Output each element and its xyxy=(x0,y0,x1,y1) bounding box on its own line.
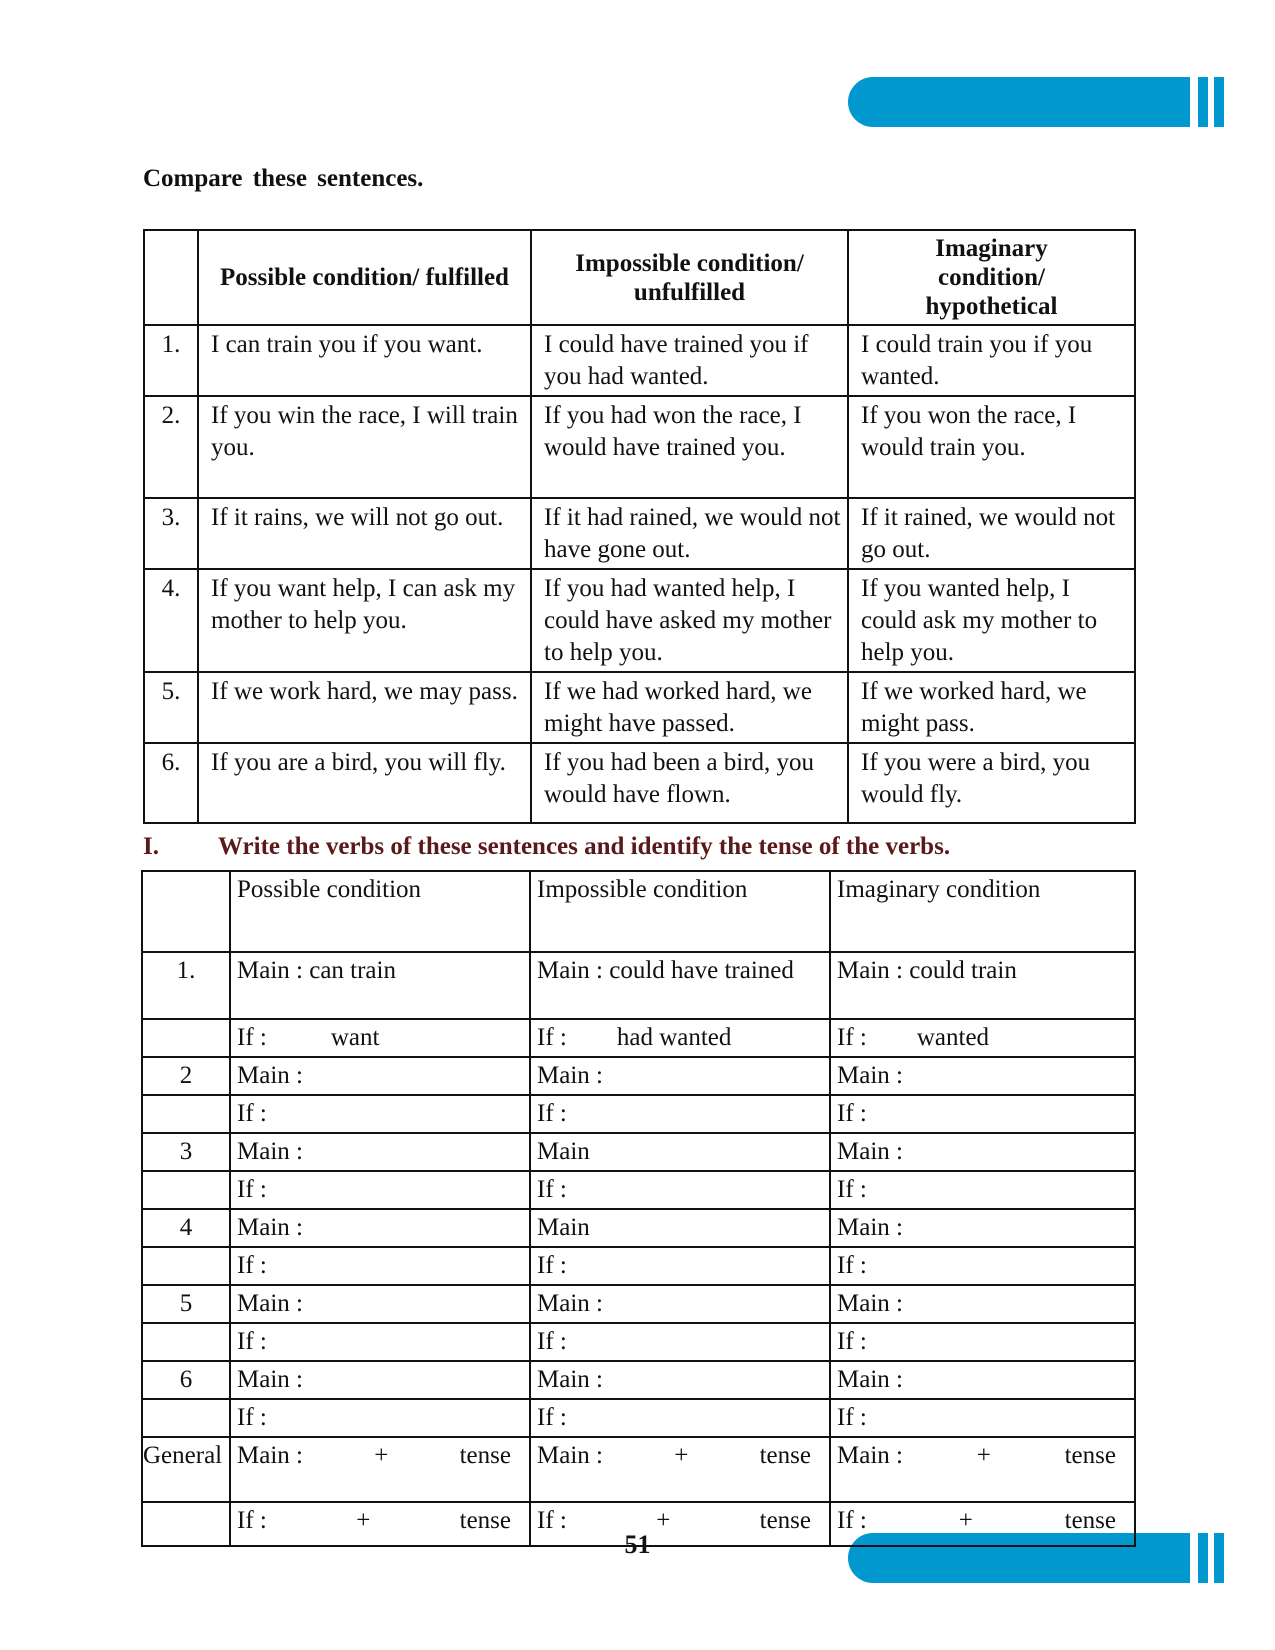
cell-imaginary: If we worked hard, we might pass. xyxy=(848,672,1135,743)
exercise-heading xyxy=(143,833,950,861)
tense-label: tense xyxy=(759,1442,811,1469)
if-verb: want xyxy=(330,1024,380,1051)
if-answer-impossible: If : xyxy=(530,1323,830,1361)
exercise-number: I. xyxy=(143,833,159,860)
table-row xyxy=(142,1247,1135,1285)
page-number: 51 xyxy=(624,1530,651,1559)
table-row xyxy=(142,1057,1135,1095)
if-answer-imaginary: If : xyxy=(830,1095,1135,1133)
table-row xyxy=(142,1133,1135,1171)
header-number xyxy=(144,230,198,325)
plus-sign: + xyxy=(656,1507,671,1534)
if-answer-possible: If : xyxy=(230,1171,530,1209)
row-number xyxy=(142,1019,230,1057)
plus-sign: + xyxy=(356,1507,371,1534)
table-row xyxy=(142,1209,1135,1247)
row-number: 5. xyxy=(144,672,198,743)
main-answer-imaginary: Main : xyxy=(830,1057,1135,1095)
if-verb-impossible xyxy=(530,1019,830,1057)
main-answer-impossible: Main : xyxy=(530,1361,830,1399)
row-number xyxy=(142,1095,230,1133)
row-number xyxy=(142,1247,230,1285)
if-verb-imaginary xyxy=(830,1019,1135,1057)
if-label: If : xyxy=(837,1024,867,1051)
main-answer-possible: Main : xyxy=(230,1285,530,1323)
table-row xyxy=(142,1323,1135,1361)
plus-sign: + xyxy=(674,1442,689,1469)
table-row xyxy=(142,1019,1135,1057)
plus-sign: + xyxy=(976,1442,991,1469)
table-row xyxy=(142,1285,1135,1323)
if-label: If : xyxy=(837,1507,867,1534)
main-answer-possible: Main : xyxy=(230,1057,530,1095)
general-main-impossible xyxy=(530,1437,830,1502)
main-answer-possible: Main : xyxy=(230,1361,530,1399)
tense-label: tense xyxy=(459,1442,511,1469)
header-possible: Possible condition/ fulfilled xyxy=(198,230,531,325)
general-label: General xyxy=(142,1437,230,1502)
main-answer-impossible: Main : xyxy=(530,1057,830,1095)
cell-imaginary: If you won the race, I would train you. xyxy=(848,396,1135,498)
if-answer-possible: If : xyxy=(230,1095,530,1133)
if-label: If : xyxy=(237,1507,267,1534)
main-verb-imaginary: Main : could train xyxy=(830,952,1135,1019)
table-row xyxy=(142,952,1135,1019)
main-verb-possible: Main : can train xyxy=(230,952,530,1019)
header-impossible: Impossible condition xyxy=(530,871,830,952)
main-label: Main : xyxy=(237,1442,303,1469)
header-decor-stripe xyxy=(1198,77,1208,127)
table-header-row xyxy=(144,230,1135,325)
main-answer-impossible: Main xyxy=(530,1209,830,1247)
cell-impossible: If you had been a bird, you would have flown. xyxy=(531,743,848,823)
cell-impossible: I could have trained you if you had wanted. xyxy=(531,325,848,396)
header-decor-bar xyxy=(848,77,1190,127)
cell-possible: If it rains, we will not go out. xyxy=(198,498,531,569)
if-verb: had wanted xyxy=(616,1024,732,1051)
table-row xyxy=(144,325,1135,396)
row-number xyxy=(142,1399,230,1437)
main-answer-imaginary: Main : xyxy=(830,1285,1135,1323)
comparison-table xyxy=(143,229,1136,824)
table-row xyxy=(142,1171,1135,1209)
if-answer-impossible: If : xyxy=(530,1095,830,1133)
if-answer-possible: If : xyxy=(230,1399,530,1437)
row-number xyxy=(142,1171,230,1209)
if-answer-possible: If : xyxy=(230,1247,530,1285)
exercise-table xyxy=(141,870,1136,1547)
cell-imaginary: If it rained, we would not go out. xyxy=(848,498,1135,569)
main-answer-imaginary: Main : xyxy=(830,1133,1135,1171)
row-number: 1. xyxy=(144,325,198,396)
main-answer-possible: Main : xyxy=(230,1209,530,1247)
main-answer-imaginary: Main : xyxy=(830,1209,1135,1247)
tense-label: tense xyxy=(1064,1442,1116,1469)
cell-possible: If we work hard, we may pass. xyxy=(198,672,531,743)
row-number: 3 xyxy=(142,1133,230,1171)
row-number xyxy=(142,1323,230,1361)
exercise-instruction: Write the verbs of these sentences and identify the tense of the verbs. xyxy=(218,833,951,860)
if-label: If : xyxy=(537,1507,567,1534)
row-number: 2 xyxy=(142,1057,230,1095)
header-imaginary: Imaginary condition xyxy=(830,871,1135,952)
cell-possible: If you want help, I can ask my mother to help you. xyxy=(198,569,531,672)
page-title: Compare these sentences. xyxy=(143,165,424,192)
row-number: 1. xyxy=(142,952,230,1019)
header-possible: Possible condition xyxy=(230,871,530,952)
table-row xyxy=(142,1095,1135,1133)
cell-possible: If you win the race, I will train you. xyxy=(198,396,531,498)
main-label: Main : xyxy=(837,1442,903,1469)
cell-imaginary: I could train you if you wanted. xyxy=(848,325,1135,396)
cell-impossible: If you had wanted help, I could have asked my mother to help you. xyxy=(531,569,848,672)
header-imaginary: Imaginary condition/ hypothetical xyxy=(848,230,1135,325)
plus-sign: + xyxy=(374,1442,389,1469)
if-answer-possible: If : xyxy=(230,1323,530,1361)
row-number: 6 xyxy=(142,1361,230,1399)
table-row xyxy=(144,672,1135,743)
if-answer-impossible: If : xyxy=(530,1399,830,1437)
table-row xyxy=(142,1399,1135,1437)
if-label: If : xyxy=(237,1024,267,1051)
header-impossible: Impossible condition/ unfulfilled xyxy=(531,230,848,325)
row-number: 2. xyxy=(144,396,198,498)
cell-impossible: If we had worked hard, we might have passed. xyxy=(531,672,848,743)
table-row xyxy=(144,396,1135,498)
row-number: 6. xyxy=(144,743,198,823)
plus-sign: + xyxy=(958,1507,973,1534)
table-row xyxy=(142,1361,1135,1399)
if-verb: wanted xyxy=(916,1024,990,1051)
table-row xyxy=(144,569,1135,672)
tense-label: tense xyxy=(759,1507,811,1534)
if-answer-impossible: If : xyxy=(530,1247,830,1285)
table-row xyxy=(144,743,1135,823)
cell-imaginary: If you wanted help, I could ask my mother to help you. xyxy=(848,569,1135,672)
row-number: 4 xyxy=(142,1209,230,1247)
if-answer-impossible: If : xyxy=(530,1171,830,1209)
if-answer-imaginary: If : xyxy=(830,1399,1135,1437)
general-main-imaginary xyxy=(830,1437,1135,1502)
if-answer-imaginary: If : xyxy=(830,1323,1135,1361)
cell-imaginary: If you were a bird, you would fly. xyxy=(848,743,1135,823)
main-label: Main : xyxy=(537,1442,603,1469)
main-verb-impossible: Main : could have trained xyxy=(530,952,830,1019)
header-number xyxy=(142,871,230,952)
row-number: 3. xyxy=(144,498,198,569)
table-row xyxy=(144,498,1135,569)
row-number: 4. xyxy=(144,569,198,672)
main-answer-possible: Main : xyxy=(230,1133,530,1171)
main-answer-impossible: Main : xyxy=(530,1285,830,1323)
table-header-row xyxy=(142,871,1135,952)
cell-possible: If you are a bird, you will fly. xyxy=(198,743,531,823)
if-answer-imaginary: If : xyxy=(830,1247,1135,1285)
main-answer-imaginary: Main : xyxy=(830,1361,1135,1399)
header-decor-stripe xyxy=(1214,77,1224,127)
if-verb-possible xyxy=(230,1019,530,1057)
if-answer-imaginary: If : xyxy=(830,1171,1135,1209)
row-number: 5 xyxy=(142,1285,230,1323)
cell-impossible: If it had rained, we would not have gone out. xyxy=(531,498,848,569)
general-main-row xyxy=(142,1437,1135,1502)
tense-label: tense xyxy=(459,1507,511,1534)
general-main-possible xyxy=(230,1437,530,1502)
main-answer-impossible: Main xyxy=(530,1133,830,1171)
cell-possible: I can train you if you want. xyxy=(198,325,531,396)
tense-label: tense xyxy=(1064,1507,1116,1534)
if-label: If : xyxy=(537,1024,567,1051)
cell-impossible: If you had won the race, I would have trained you. xyxy=(531,396,848,498)
